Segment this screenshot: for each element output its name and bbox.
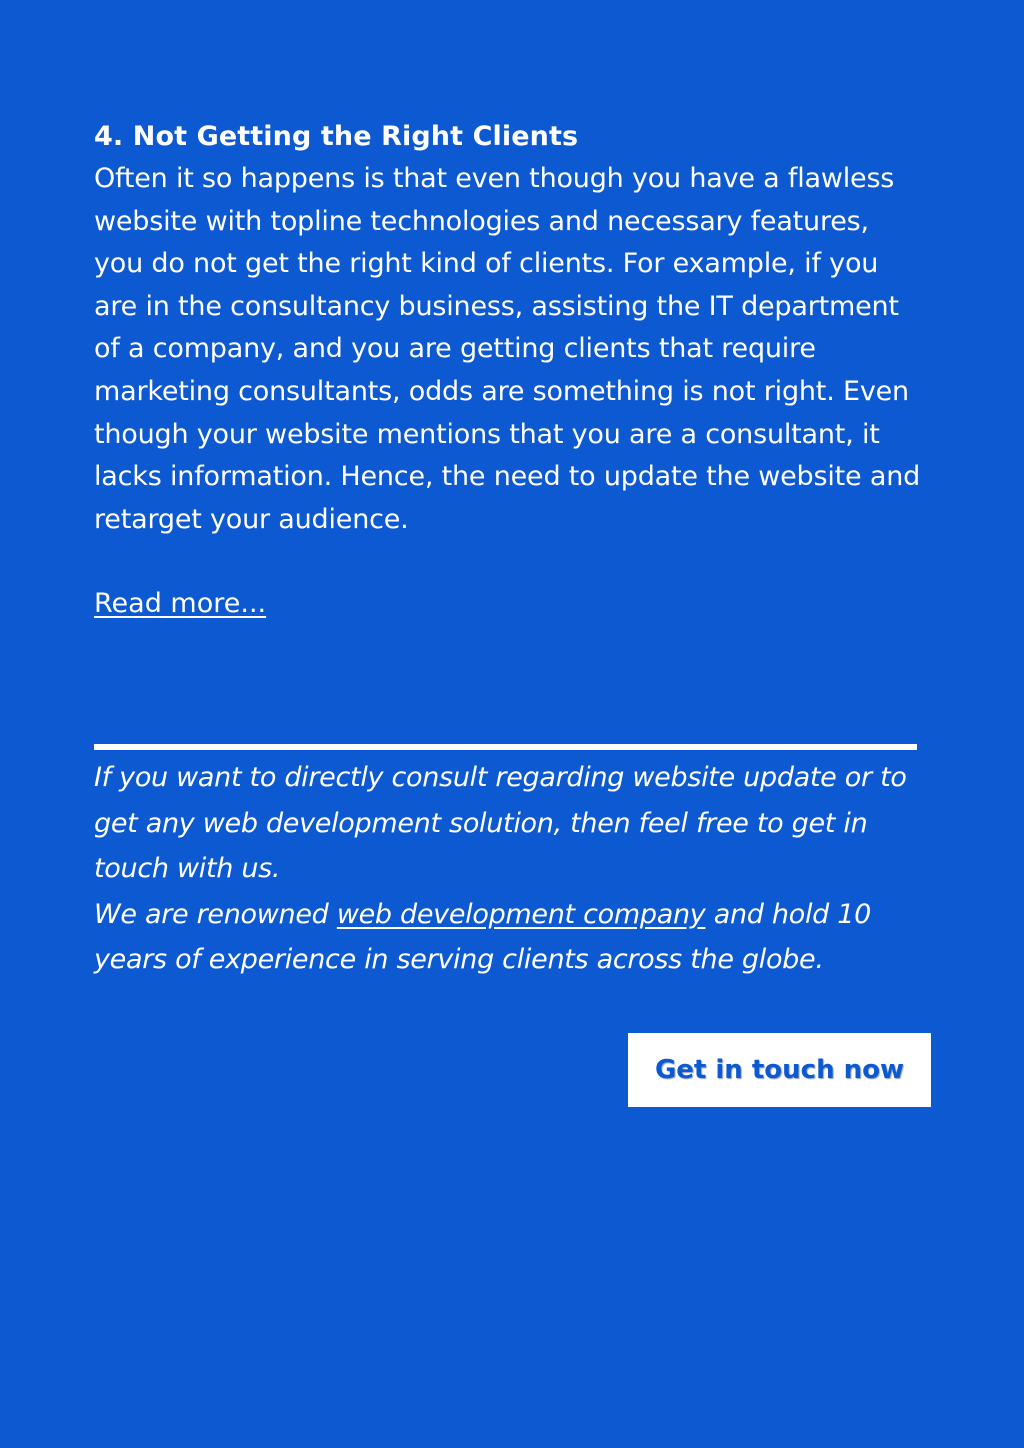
- get-in-touch-button[interactable]: Get in touch now: [628, 1033, 931, 1107]
- section-heading: 4. Not Getting the Right Clients: [94, 121, 579, 152]
- callout-company-paragraph: [94, 892, 924, 983]
- article-content: [94, 116, 924, 625]
- section-body-text: Often it so happens is that even though you have a flawless website with topline technologies and necessary features, you do not get the right kind of clients. For example, if you are in the consultancy business, assisting the IT department of a company, and you are getting clients that require marketing consultants, odds are something is not right. Even though your website mentions that you are a consultant, it lacks information. Hence, the need to update the website and retarget your audience.: [94, 163, 921, 535]
- callout-text-after-link: and hold 10 years of experience in serving clients across the globe.: [94, 898, 872, 975]
- contact-callout: [94, 755, 924, 983]
- callout-paragraph: If you want to directly consult regarding website update or to get any web development solution, then feel free to get in touch with us.: [94, 762, 907, 884]
- callout-text-before-link: We are renowned: [94, 898, 337, 930]
- read-more-link[interactable]: Read more...: [94, 588, 267, 620]
- section-divider: [94, 744, 917, 750]
- web-development-company-link[interactable]: web development company: [336, 898, 706, 930]
